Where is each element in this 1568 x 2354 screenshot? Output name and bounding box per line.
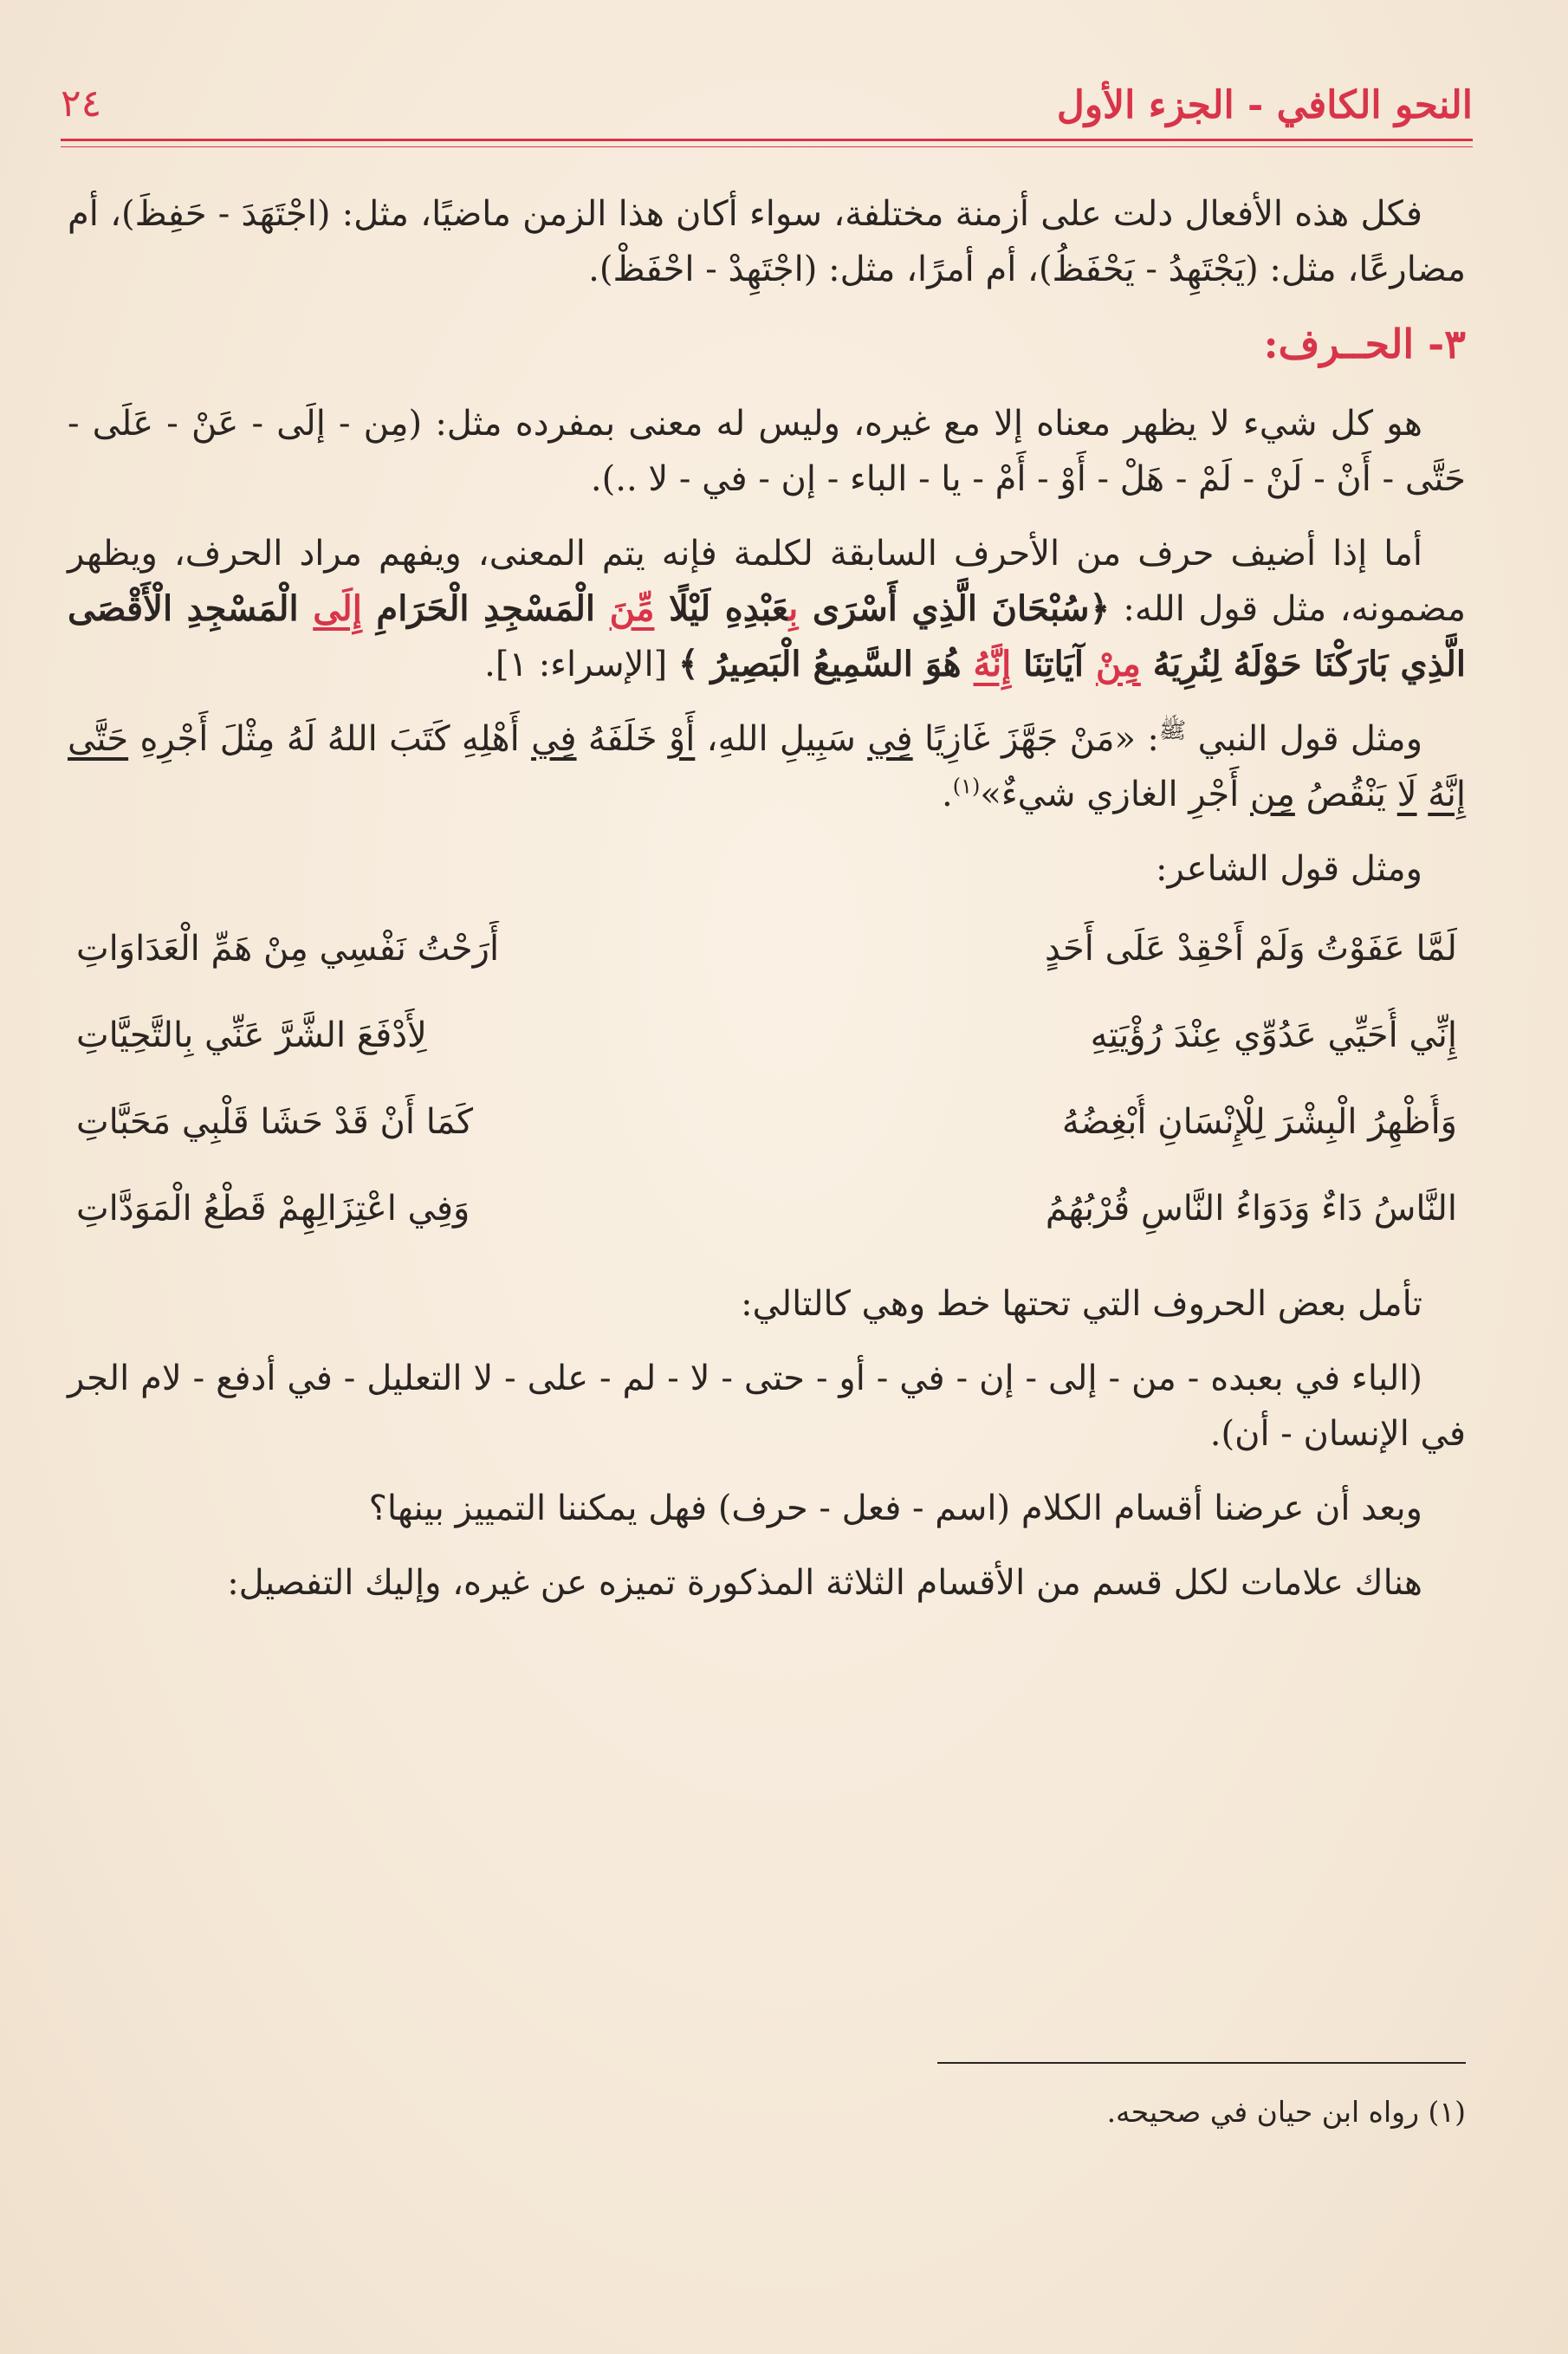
footnote-marker: (١) bbox=[952, 774, 981, 799]
verse-text: الْمَسْجِدِ الْحَرَامِ bbox=[376, 588, 595, 629]
quran-reference: [الإسراء: ١]. bbox=[484, 645, 668, 684]
paragraph-poet-intro: ومثل قول الشاعر: bbox=[1156, 849, 1422, 889]
hadith-text: : «مَنْ جَهَّزَ غَازِيًا bbox=[924, 719, 1159, 759]
highlighted-harf: إِنَّهُ bbox=[973, 644, 1012, 684]
underlined-harf: حَتَّى bbox=[68, 719, 129, 759]
section-heading-harf: ٣- الحــرف: bbox=[1263, 321, 1466, 367]
footnote-divider bbox=[937, 2062, 1466, 2064]
underlined-harf: أَوْ bbox=[668, 719, 696, 759]
quran-intro-text: أما إذا أضيف حرف من الأحرف السابقة لكلمة فإنه يتم المعنى، ويفهم مراد الحرف، ويظهر مضمونه، مثل قول الله: bbox=[68, 534, 1466, 629]
hadith-text: أَجْرِ الغازي شيءٌ» bbox=[980, 775, 1240, 814]
verse-first-half: وَأُظْهِرُ الْبِشْرَ لِلْإِنْسَانِ أُبْغِضُهُ bbox=[1061, 1102, 1457, 1142]
highlighted-harf: مِّنَ bbox=[609, 588, 655, 629]
paragraph-underlined-note: تأمل بعض الحروف التي تحتها خط وهي كالتالي: bbox=[741, 1284, 1422, 1324]
verse-text: آيَاتِنَا bbox=[1023, 644, 1084, 684]
hadith-text: يَنْقُصُ bbox=[1306, 775, 1387, 814]
verse-first-half: النَّاسُ دَاءٌ وَدَوَاءُ النَّاسِ قُرْبُهُمُ bbox=[1045, 1189, 1457, 1229]
verse-first-half: لَمَّا عَفَوْتُ وَلَمْ أَحْقِدْ عَلَى أَحَدٍ bbox=[1045, 929, 1457, 969]
hadith-intro: ومثل قول النبي bbox=[1197, 719, 1423, 759]
poem-verse bbox=[68, 1165, 1466, 1252]
hadith-text: أَهْلِهِ كَتَبَ اللهُ لَهُ مِثْلَ أَجْرِهِ bbox=[139, 719, 520, 759]
verse-second-half: وَفِي اعْتِزَالِهِمْ قَطْعُ الْمَوَدَّاتِ bbox=[76, 1189, 470, 1229]
highlighted-harf: بِ bbox=[788, 588, 799, 629]
paragraph-question: وبعد أن عرضنا أقسام الكلام (اسم - فعل - حرف) فهل يمكننا التمييز بينها؟ bbox=[368, 1488, 1422, 1528]
hadith-text: سَبِيلِ اللهِ، bbox=[706, 719, 856, 759]
underlined-harf: فِي bbox=[531, 719, 577, 759]
hadith-text: خَلَفَهُ bbox=[587, 719, 658, 759]
poem-verse bbox=[68, 905, 1466, 992]
poem-verse bbox=[68, 1079, 1466, 1165]
verse-text: الْمَسْجِدِ الْأَقْصَى الَّذِي بَارَكْنَا حَوْلَهُ لِنُرِيَهُ bbox=[68, 588, 1466, 684]
page-header bbox=[61, 80, 1473, 140]
paragraph-verb-tenses: فكل هذه الأفعال دلت على أزمنة مختلفة، سواء أكان هذا الزمن ماضيًا، مثل: (اجْتَهَدَ - حَفِظَ)، أم مضارعًا، مثل: (يَجْتَهِدُ - يَحْفَظُ)، أم أمرًا، مثل: (اجْتَهِدْ - احْفَظْ). bbox=[68, 194, 1466, 289]
paragraph-harf-list: (الباء في بعبده - من - إلى - إن - في - أو - حتى - لا - لم - على - لا التعليل - في أدفع - لام الجر في الإنسان - أن). bbox=[68, 1359, 1466, 1454]
poem bbox=[68, 905, 1466, 1252]
verse-first-half: إِنِّي أُحَيِّي عَدُوِّي عِنْدَ رُؤْيَتِهِ bbox=[1090, 1015, 1457, 1055]
verse-text: عَبْدِهِ لَيْلًا bbox=[669, 588, 789, 629]
highlighted-harf: إِلَى bbox=[313, 588, 362, 629]
underlined-harf: إِنَّهُ bbox=[1428, 775, 1466, 814]
salawat-symbol: ﷺ bbox=[1158, 717, 1187, 744]
running-title: النحو الكافي - الجزء الأول bbox=[1056, 83, 1473, 127]
verse-second-half: كَمَا أَنْ قَدْ حَشَا قَلْبِي مَحَبَّاتِ bbox=[76, 1102, 474, 1142]
header-divider bbox=[61, 139, 1473, 147]
underlined-harf: مِن bbox=[1250, 775, 1295, 814]
paragraph-signs-intro: هناك علامات لكل قسم من الأقسام الثلاثة المذكورة تميزه عن غيره، وإليك التفصيل: bbox=[227, 1563, 1422, 1603]
paragraph-hadith-example bbox=[68, 711, 1466, 822]
page-number: ٢٤ bbox=[61, 81, 102, 126]
verse-second-half: لِأَدْفَعَ الشَّرَّ عَنِّي بِالتَّحِيَّاتِ bbox=[76, 1015, 427, 1055]
quran-bracket-open: ﴿ bbox=[1089, 588, 1111, 629]
footnote: (١) رواه ابن حيان في صحيحه. bbox=[1106, 2095, 1466, 2129]
paragraph-harf-definition: هو كل شيء لا يظهر معناه إلا مع غيره، وليس له معنى بمفرده مثل: (مِن - إلَى - عَنْ - عَلَى - حَتَّى - أَنْ - لَنْ - لَمْ - هَلْ - أَوْ - أَمْ - يا - الباء - إن - في - لا ..). bbox=[68, 404, 1466, 499]
verse-text: سُبْحَانَ الَّذِي أَسْرَى bbox=[812, 588, 1090, 629]
verse-text: هُوَ السَّمِيعُ الْبَصِيرُ bbox=[710, 644, 962, 684]
poem-verse bbox=[68, 992, 1466, 1079]
underlined-harf: فِي bbox=[867, 719, 913, 759]
paragraph-quran-example bbox=[68, 526, 1466, 692]
verse-second-half: أَرَحْتُ نَفْسِي مِنْ هَمِّ الْعَدَاوَاتِ bbox=[76, 929, 500, 969]
main-text bbox=[68, 186, 1466, 1630]
underlined-harf: لَا bbox=[1396, 775, 1417, 814]
hadith-end: . bbox=[942, 775, 953, 814]
quran-bracket-close: ﴾ bbox=[677, 644, 699, 684]
highlighted-harf: مِنْ bbox=[1095, 644, 1141, 684]
